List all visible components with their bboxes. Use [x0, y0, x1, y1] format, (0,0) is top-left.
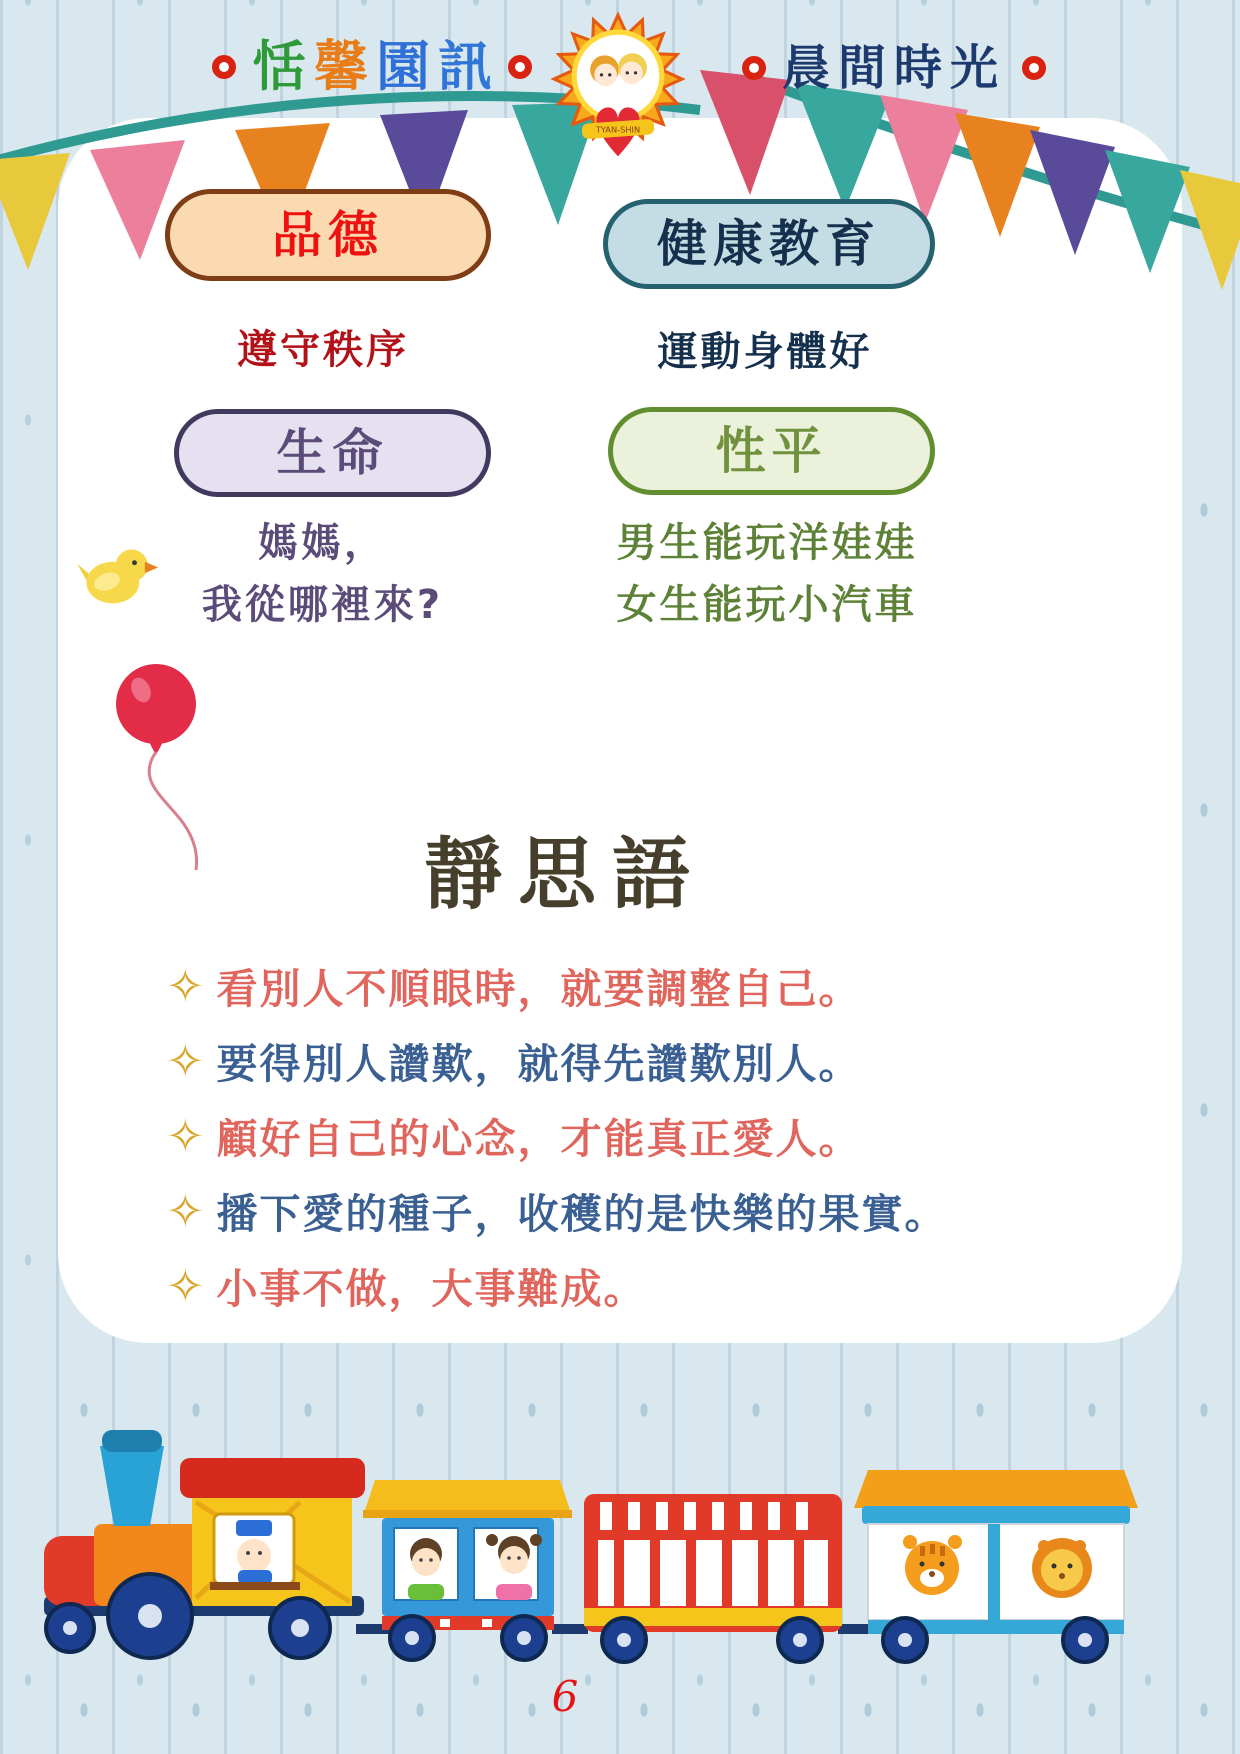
train-illustration [0, 1428, 1240, 1668]
sparkle-bullet-icon: ✧ [166, 1033, 207, 1088]
left-title-text [252, 35, 492, 98]
red-dot-icon [212, 55, 236, 79]
quote-text: 播下愛的種子，收穫的是快樂的果實。 [216, 1190, 948, 1238]
left-title-char: 馨 [314, 35, 368, 98]
red-dot-icon [1022, 56, 1046, 80]
red-dot-icon [508, 55, 532, 79]
chick-icon [75, 535, 160, 615]
quote-text: 要得別人讚歎，就得先讚歎別人。 [216, 1040, 862, 1088]
quote-text: 顧好自己的心念，才能真正愛人。 [216, 1115, 862, 1163]
quote-item [166, 1173, 1116, 1248]
topic-content-life-line: 媽媽， [258, 520, 387, 566]
left-title-char: 訊 [438, 35, 492, 98]
topic-content-life-line: 我從哪裡來? [201, 582, 444, 628]
quote-item [166, 1023, 1116, 1098]
quotes-list [166, 948, 1116, 1323]
quote-text: 小事不做，大事難成。 [216, 1265, 647, 1313]
logo-banner-text: TYAN-SHIN [595, 124, 641, 135]
page-number: 6 [551, 1672, 579, 1721]
passenger-wagon [363, 1480, 572, 1660]
header-right-title [742, 40, 1046, 96]
sparkle-bullet-icon: ✧ [166, 1183, 207, 1238]
quotes-section-title: 靜思語 [423, 830, 706, 920]
quote-item [166, 1248, 1116, 1323]
topic-content-morality: 遵守秩序 [237, 327, 409, 373]
quote-text: 看別人不順眼時，就要調整自己。 [216, 965, 862, 1013]
sparkle-bullet-icon: ✧ [166, 958, 207, 1013]
header-left-title [212, 35, 532, 98]
red-wagon [584, 1494, 842, 1662]
sparkle-bullet-icon: ✧ [166, 1258, 207, 1313]
red-dot-icon [742, 56, 766, 80]
topic-pill-life: 生命 [174, 409, 491, 497]
topic-content-gender [572, 512, 962, 636]
left-title-char: 園 [376, 35, 430, 98]
quote-item [166, 948, 1116, 1023]
topic-content-life [150, 512, 495, 636]
topic-pill-gender-equality: 性平 [608, 407, 935, 495]
quote-item [166, 1098, 1116, 1173]
right-title-text: 晨間時光 [782, 40, 1007, 96]
locomotive [44, 1430, 365, 1658]
topic-content-health: 運動身體好 [657, 329, 873, 375]
animal-wagon [854, 1470, 1138, 1662]
topic-content-gender-line: 男生能玩洋娃娃 [616, 520, 918, 566]
sparkle-bullet-icon: ✧ [166, 1108, 207, 1163]
topic-pill-morality: 品德 [165, 189, 491, 281]
sun-kids-logo-icon [548, 12, 688, 177]
topic-content-gender-line: 女生能玩小汽車 [616, 582, 918, 628]
left-title-char: 恬 [252, 35, 306, 98]
topic-pill-health-education: 健康教育 [603, 199, 935, 289]
